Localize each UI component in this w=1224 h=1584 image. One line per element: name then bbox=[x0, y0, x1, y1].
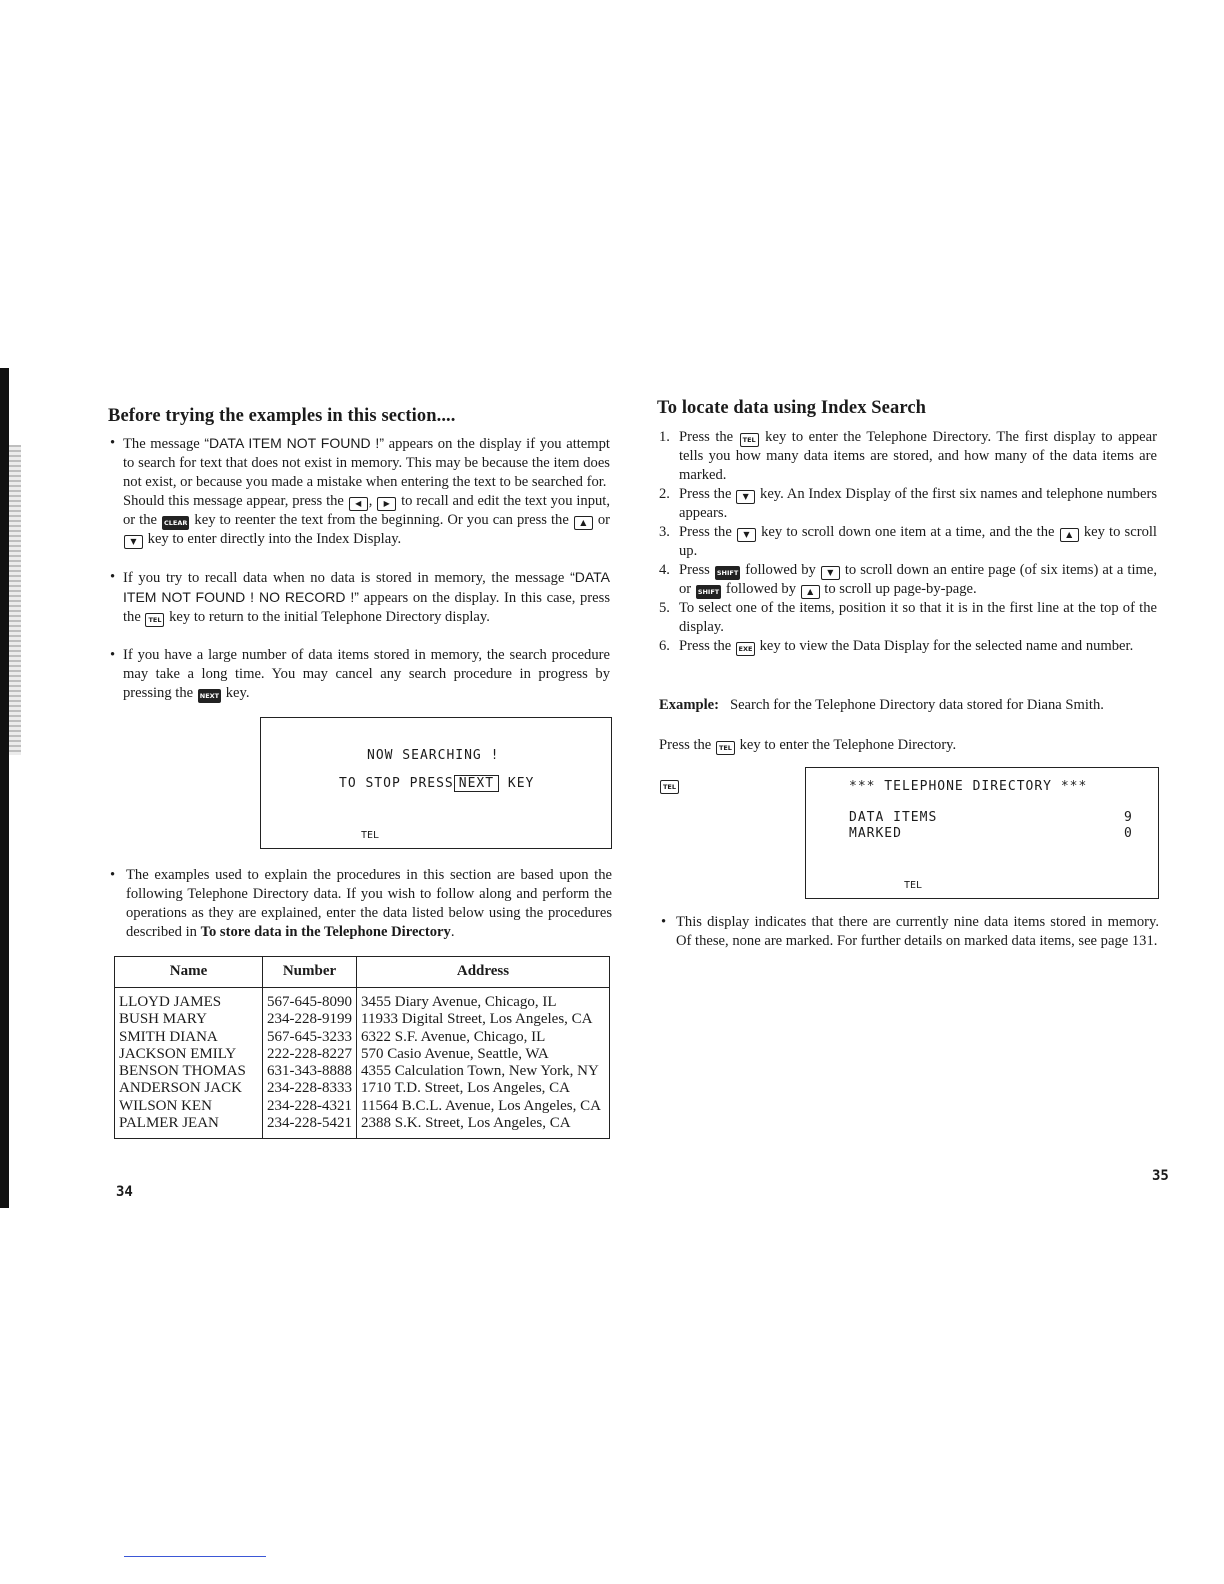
text: key. An Index Display of the first six names and telephone numbers appears. bbox=[679, 486, 1157, 521]
example-text: Search for the Telephone Directory data stored for Diana Smith. bbox=[729, 697, 1104, 713]
cell-number: 567-645-3233 bbox=[263, 1029, 357, 1046]
text: followed by bbox=[741, 562, 820, 578]
cell-name: LLOYD JAMES bbox=[115, 988, 263, 1012]
down-arrow-key-icon: ▼ bbox=[124, 535, 143, 549]
table-row bbox=[115, 1098, 610, 1115]
text: Press the bbox=[679, 486, 736, 502]
bullet-dot: • bbox=[110, 569, 116, 585]
shift-key-icon: SHIFT bbox=[696, 585, 721, 599]
table-row bbox=[115, 1046, 610, 1063]
cell-number: 234-228-9199 bbox=[263, 1011, 357, 1028]
cell-number: 234-228-8333 bbox=[263, 1080, 357, 1097]
bullet-no-record bbox=[110, 568, 610, 627]
down-arrow-key-icon: ▼ bbox=[821, 566, 840, 580]
exe-key-icon: EXE bbox=[736, 642, 755, 656]
header-name: Name bbox=[115, 957, 263, 988]
tel-key-icon: TEL bbox=[716, 741, 735, 755]
step-item bbox=[659, 599, 1157, 637]
step-number: 3. bbox=[659, 524, 670, 540]
cell-number: 222-228-8227 bbox=[263, 1046, 357, 1063]
cell-address: 4355 Calculation Town, New York, NY bbox=[357, 1063, 610, 1080]
next-key-icon: NEXT bbox=[198, 689, 221, 703]
step-item bbox=[659, 523, 1157, 561]
step-number: 6. bbox=[659, 638, 670, 654]
text: . bbox=[450, 924, 455, 940]
text: key. bbox=[222, 685, 250, 701]
lcd-line-searching: NOW SEARCHING ! bbox=[367, 748, 500, 763]
text: appears on the display. In this case, press the bbox=[123, 590, 610, 625]
step-item bbox=[659, 637, 1157, 656]
text: Press bbox=[679, 562, 714, 578]
lcd-title: *** TELEPHONE DIRECTORY *** bbox=[849, 779, 1088, 794]
next-key-box: NEXT bbox=[454, 775, 499, 792]
cell-name: PALMER JEAN bbox=[115, 1115, 263, 1139]
lcd-data-items-label: DATA ITEMS bbox=[849, 810, 938, 825]
example-line bbox=[659, 696, 1159, 715]
cell-address: 570 Casio Avenue, Seattle, WA bbox=[357, 1046, 610, 1063]
header-address: Address bbox=[357, 957, 610, 988]
bullet-dot: • bbox=[110, 435, 116, 451]
text: key to scroll up. bbox=[679, 524, 1157, 559]
text: followed by bbox=[722, 581, 800, 597]
text: The message bbox=[123, 436, 205, 452]
step-number: 1. bbox=[659, 429, 670, 445]
lcd-data-items-value: 9 bbox=[1124, 810, 1133, 825]
text: to recall and edit the text you input, or the bbox=[123, 493, 610, 528]
text: or bbox=[593, 512, 610, 528]
text: key to view the Data Display for the selected name and number. bbox=[755, 638, 1134, 654]
cell-address: 3455 Diary Avenue, Chicago, IL bbox=[357, 988, 610, 1012]
cell-name: JACKSON EMILY bbox=[115, 1046, 263, 1063]
text: Press the bbox=[679, 429, 739, 445]
bullet-dot: • bbox=[110, 867, 116, 883]
directory-table bbox=[114, 956, 610, 1139]
lcd-mode-indicator: TEL bbox=[361, 830, 380, 841]
bullet-examples bbox=[110, 866, 612, 942]
scan-edge-noise bbox=[9, 445, 21, 755]
text: to scroll down an entire page (of six items) at a time, or bbox=[679, 562, 1157, 597]
text: To select one of the items, position it so that it is in the first line at the top of the display. bbox=[679, 600, 1157, 635]
cell-number: 631-343-8888 bbox=[263, 1063, 357, 1080]
text: Press the bbox=[679, 524, 736, 540]
text: key to scroll down one item at a time, and the the bbox=[756, 524, 1059, 540]
text: KEY bbox=[507, 776, 535, 791]
text: This display indicates that there are currently nine data items stored in memory. Of these, none are marked. For further details on marked data items, see page 131. bbox=[676, 914, 1159, 949]
message-text: “DATA ITEM NOT FOUND ! NO RECORD !” bbox=[123, 569, 610, 605]
bullet-long-search bbox=[110, 646, 610, 703]
up-arrow-key-icon: ▲ bbox=[574, 516, 593, 530]
bullet-dot: • bbox=[110, 647, 116, 663]
text: If you try to recall data when no data is stored in memory, the message bbox=[123, 570, 571, 586]
text: Press the bbox=[679, 638, 735, 654]
table-row bbox=[115, 1011, 610, 1028]
right-heading: To locate data using Index Search bbox=[657, 398, 927, 418]
cell-number: 234-228-4321 bbox=[263, 1098, 357, 1115]
cell-name: WILSON KEN bbox=[115, 1098, 263, 1115]
steps-list bbox=[659, 428, 1157, 656]
cell-name: SMITH DIANA bbox=[115, 1029, 263, 1046]
text: Press the bbox=[659, 737, 715, 753]
table-row bbox=[115, 1080, 610, 1097]
step-number: 4. bbox=[659, 562, 670, 578]
cell-number: 567-645-8090 bbox=[263, 988, 357, 1012]
right-arrow-key-icon: ▶ bbox=[377, 497, 396, 511]
lcd-marked-value: 0 bbox=[1124, 826, 1133, 841]
tel-key-icon: TEL bbox=[145, 613, 164, 627]
lcd-mode-indicator: TEL bbox=[904, 880, 923, 891]
text: Should this message appear, press the bbox=[123, 493, 348, 509]
tel-key-icon: TEL bbox=[660, 780, 679, 794]
page-number-left: 34 bbox=[116, 1184, 133, 1200]
step-item bbox=[659, 428, 1157, 485]
side-tel-key bbox=[659, 775, 680, 794]
tel-key-icon: TEL bbox=[740, 433, 759, 447]
cell-number: 234-228-5421 bbox=[263, 1115, 357, 1139]
lcd-directory-display bbox=[805, 767, 1159, 899]
text: key to enter the Telephone Directory. The first display to appear tells you how many data items are stored, and how many of the data items are marked. bbox=[679, 429, 1157, 483]
example-label: Example: bbox=[659, 697, 719, 713]
left-arrow-key-icon: ◀ bbox=[349, 497, 368, 511]
table-row bbox=[115, 1115, 610, 1139]
text: key to return to the initial Telephone Directory display. bbox=[165, 609, 490, 625]
message-text: “DATA ITEM NOT FOUND !” bbox=[204, 435, 384, 451]
step-number: 2. bbox=[659, 486, 670, 502]
shift-key-icon: SHIFT bbox=[715, 566, 740, 580]
steps-block bbox=[659, 428, 1157, 656]
press-tel-line bbox=[659, 736, 1159, 755]
table-row bbox=[115, 988, 610, 1012]
step-number: 5. bbox=[659, 600, 670, 616]
table-row bbox=[115, 1063, 610, 1080]
cell-name: BENSON THOMAS bbox=[115, 1063, 263, 1080]
table-row bbox=[115, 1029, 610, 1046]
step-item bbox=[659, 561, 1157, 599]
bullet-display-note bbox=[661, 913, 1159, 951]
scan-edge-bar bbox=[0, 368, 9, 1208]
step-item bbox=[659, 485, 1157, 523]
cell-address: 2388 S.K. Street, Los Angeles, CA bbox=[357, 1115, 610, 1139]
footer-rule bbox=[124, 1556, 266, 1557]
bullet-data-not-found: • The message “DATA ITEM NOT FOUND !” appears on the display if you attempt to search for text that does not exist in memory. This may be because the item does not exist, or because you made a mistake when entering the text to be searched for. Should this message appear, press the ◀ , ▶ to recall and edit the text you input, or the CLEAR key to reenter the text from the beginning. Or you can press the ▲ or ▼ key to enter directly into the Index Display. bbox=[110, 435, 610, 547]
clear-key-icon: CLEAR bbox=[162, 516, 189, 530]
down-arrow-key-icon: ▼ bbox=[737, 528, 756, 542]
lcd-line-stop bbox=[339, 776, 534, 791]
text: key to enter the Telephone Directory. bbox=[735, 737, 957, 753]
text: TO STOP PRESS bbox=[339, 776, 454, 791]
cell-address: 6322 S.F. Avenue, Chicago, IL bbox=[357, 1029, 610, 1046]
lcd-searching-display bbox=[260, 717, 612, 849]
text: key to enter directly into the Index Display. bbox=[144, 531, 402, 547]
cell-name: ANDERSON JACK bbox=[115, 1080, 263, 1097]
bullet-dot: • bbox=[661, 914, 667, 930]
cell-address: 1710 T.D. Street, Los Angeles, CA bbox=[357, 1080, 610, 1097]
cell-address: 11933 Digital Street, Los Angeles, CA bbox=[357, 1011, 610, 1028]
lcd-marked-label: MARKED bbox=[849, 826, 902, 841]
text: If you have a large number of data items stored in memory, the search procedure may take a long time. You may cancel any search procedure in progress by pressing the bbox=[123, 647, 610, 701]
left-heading: Before trying the examples in this section.... bbox=[108, 406, 456, 426]
up-arrow-key-icon: ▲ bbox=[801, 585, 820, 599]
text: to scroll up page-by-page. bbox=[820, 581, 977, 597]
table-header-row bbox=[115, 957, 610, 988]
cell-address: 11564 B.C.L. Avenue, Los Angeles, CA bbox=[357, 1098, 610, 1115]
header-number: Number bbox=[263, 957, 357, 988]
bold-reference: To store data in the Telephone Directory bbox=[200, 924, 451, 940]
text: key to reenter the text from the beginning. Or you can press the bbox=[190, 512, 573, 528]
up-arrow-key-icon: ▲ bbox=[1060, 528, 1079, 542]
cell-name: BUSH MARY bbox=[115, 1011, 263, 1028]
text: appears on the display if you attempt to search for text that does not exist in memory. This may be because the item does not exist, or because you made a mistake when entering the text to be searched for. bbox=[123, 436, 610, 490]
text: The examples used to explain the procedures in this section are based upon the following Telephone Directory data. If you wish to follow along and perform the operations as they are explained, enter the data listed below using the procedures described in bbox=[126, 867, 612, 940]
down-arrow-key-icon: ▼ bbox=[736, 490, 755, 504]
directory-table-wrap bbox=[114, 956, 610, 1139]
page-number-right: 35 bbox=[1152, 1168, 1169, 1184]
